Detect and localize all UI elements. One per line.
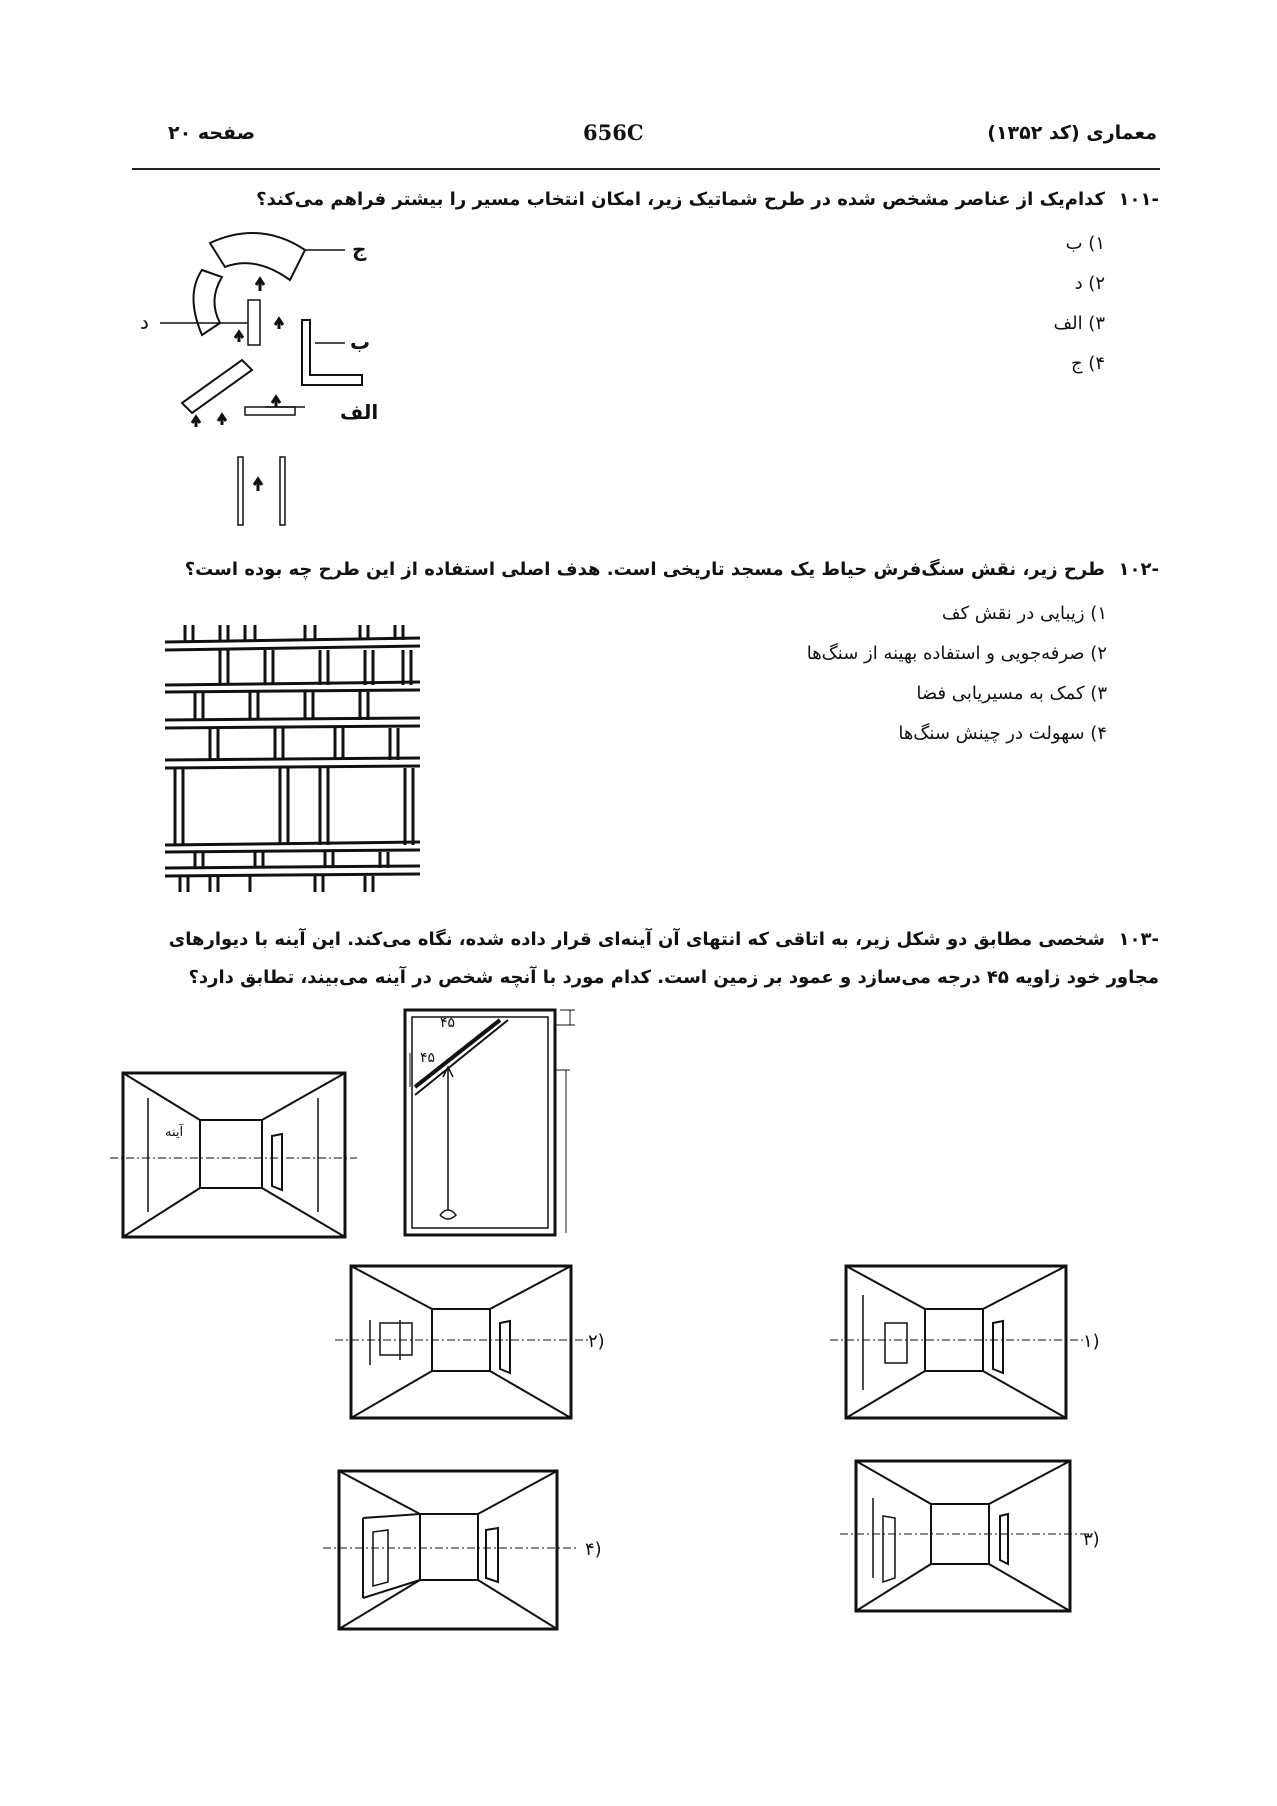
header-divider bbox=[132, 168, 1160, 170]
q103-room-plan bbox=[400, 1005, 580, 1240]
q101-label-alef: الف bbox=[340, 400, 379, 424]
q102-text: طرح زیر، نقش سنگ‌فرش حیاط یک مسجد تاریخی است. هدف اصلی استفاده از این طرح چه بوده است؟ bbox=[184, 559, 1105, 580]
q101-option-3[interactable]: ۳) الف bbox=[1053, 313, 1105, 334]
q101-option-2[interactable]: ۲) د bbox=[1074, 273, 1105, 294]
q102-option-3[interactable]: ۳) کمک به مسیریابی فضا bbox=[916, 683, 1107, 704]
q101-option-4[interactable]: ۴) ج bbox=[1070, 353, 1105, 374]
q101-number: -۱۰۱ bbox=[1118, 189, 1159, 210]
q103-text-line2: مجاور خود زاویه ۴۵ درجه می‌سازد و عمود بر زمین است. کدام مورد با آنچه شخص در آینه می‌بیند، تطابق دارد؟ bbox=[188, 967, 1159, 988]
q103-option-1-drawing bbox=[845, 1265, 1075, 1425]
q101-label-be: ب bbox=[350, 330, 371, 354]
q103-mirror-label: آینه bbox=[165, 1125, 184, 1140]
q101-text: کدام‌یک از عناصر مشخص شده در طرح شماتیک زیر، امکان انتخاب مسیر را بیشتر فراهم می‌کند؟ bbox=[256, 189, 1105, 210]
q103-option-2-drawing bbox=[350, 1265, 580, 1425]
q102-option-1[interactable]: ۱) زیبایی در نقش کف bbox=[941, 603, 1107, 624]
header-code: 656C bbox=[583, 120, 644, 145]
q103-number: -۱۰۳ bbox=[1118, 929, 1159, 950]
q102-option-4[interactable]: ۴) سهولت در چینش سنگ‌ها bbox=[898, 723, 1107, 744]
q103-option-4[interactable]: (۴ bbox=[585, 1539, 602, 1560]
q103-option-4-drawing bbox=[338, 1470, 568, 1635]
header-page-number: صفحه ۲۰ bbox=[168, 122, 256, 144]
q103-option-1[interactable]: (۱ bbox=[1083, 1331, 1100, 1352]
q103-text-line1: شخصی مطابق دو شکل زیر، به اتاقی که انتهای آن آینه‌ای قرار داده شده، نگاه می‌کند. این آینه با دیوارهای bbox=[168, 929, 1105, 950]
q103-room-perspective-reference bbox=[122, 1072, 352, 1242]
q101-label-jim: ج bbox=[352, 237, 367, 261]
q102-option-2[interactable]: ۲) صرفه‌جویی و استفاده بهینه از سنگ‌ها bbox=[806, 643, 1107, 664]
q103-option-3[interactable]: (۳ bbox=[1083, 1529, 1100, 1550]
q101-option-1[interactable]: ۱) ب bbox=[1065, 233, 1105, 254]
q102-number: -۱۰۲ bbox=[1118, 559, 1159, 580]
q101-schematic-figure bbox=[130, 225, 430, 530]
q103-angle-label-side: ۴۵ bbox=[420, 1050, 436, 1066]
header-exam-title: معماری (کد ۱۳۵۲) bbox=[987, 122, 1157, 144]
q103-option-2[interactable]: (۲ bbox=[588, 1331, 605, 1352]
q103-angle-label-top: ۴۵ bbox=[440, 1015, 456, 1031]
q103-option-3-drawing bbox=[855, 1460, 1085, 1620]
q102-paving-pattern-figure bbox=[155, 620, 430, 895]
q101-label-dal: د bbox=[140, 310, 149, 334]
